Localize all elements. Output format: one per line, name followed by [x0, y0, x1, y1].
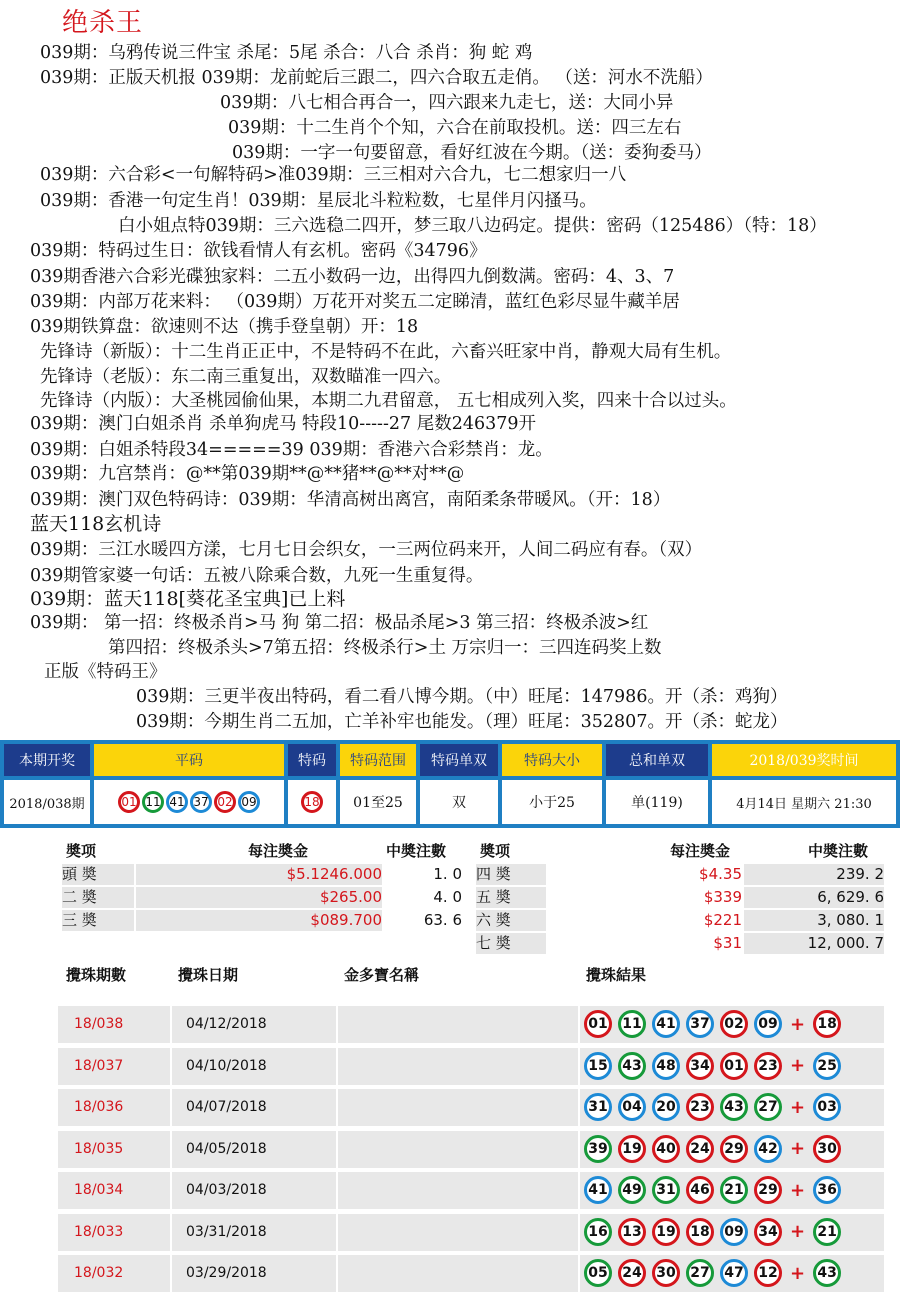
number-ball: 24: [618, 1259, 646, 1287]
text-line: 白小姐点特039期：三六选稳二四开，梦三取八边码定。提供：密码（125486）（特：18）: [118, 216, 827, 236]
header-special-number: 特码: [288, 744, 336, 776]
special-ball: 30: [813, 1135, 841, 1163]
prize-item: 三 奬: [62, 910, 134, 931]
number-ball: 02: [214, 791, 236, 813]
table-row: [58, 1048, 884, 1085]
prize-row: [476, 933, 886, 955]
draw-date: 04/05/2018: [186, 1140, 267, 1157]
number-ball: 20: [652, 1093, 680, 1121]
column-divider: [578, 1131, 580, 1168]
prize-count: 63. 6: [423, 911, 462, 929]
text-line: 039期：八七相合再合一，四六跟来九走七，送：大同小异: [220, 93, 674, 113]
draw-date: 04/07/2018: [186, 1099, 267, 1115]
draw-result-balls: [584, 1093, 847, 1121]
plus-icon: +: [790, 1013, 806, 1035]
plus-icon: +: [790, 1262, 806, 1284]
text-line: 第四招：终极杀头>7第五招：终极杀行>土 万宗归一：三四连码奖上数: [108, 638, 662, 658]
special-range: 01至25: [340, 780, 416, 824]
plus-icon: +: [790, 1096, 806, 1118]
prize-amount: $31: [713, 934, 742, 952]
prize-item: 頭 奬: [62, 864, 134, 885]
column-divider: [170, 1172, 172, 1209]
text-line: 先锋诗（老版）：东二南三重复出，双数瞄准一四六。: [40, 367, 452, 387]
prize-count-header-right: 中奬注數: [808, 842, 869, 860]
prize-item: 五 奬: [476, 887, 546, 908]
draw-period: 18/036: [74, 1099, 124, 1115]
header-normal-numbers: 平码: [94, 744, 284, 776]
column-divider: [336, 1172, 338, 1209]
draw-result-balls: [584, 1010, 847, 1038]
column-divider: [170, 1214, 172, 1251]
table-row: [58, 1255, 884, 1292]
column-divider: [336, 1255, 338, 1292]
text-line: 039期：香港一句定生肖！039期：星辰北斗粒粒数，七星伴月闪搔马。: [40, 191, 597, 211]
number-ball: 09: [238, 791, 260, 813]
number-ball: 23: [686, 1093, 714, 1121]
special-ball: 25: [813, 1052, 841, 1080]
draw-date: 03/31/2018: [186, 1223, 267, 1240]
number-ball: 19: [618, 1135, 646, 1163]
draw-period: 18/034: [74, 1182, 124, 1198]
prize-count: 1. 0: [433, 865, 462, 883]
table-row: [58, 1006, 884, 1043]
number-ball: 16: [584, 1218, 612, 1246]
number-ball: 47: [720, 1259, 748, 1287]
number-ball: 37: [190, 791, 212, 813]
header-special-size: 特码大小: [502, 744, 602, 776]
header-current-draw: 本期开奖: [4, 744, 90, 776]
plus-icon: +: [790, 1138, 806, 1159]
column-divider: [578, 1214, 580, 1251]
text-line: 039期管家婆一句话：五被八除乘合数，九死一生重复得。: [30, 566, 484, 586]
column-divider: [336, 1214, 338, 1251]
text-line: 039期：一字一句要留意，看好红波在今期。（送：委狗委马）: [232, 143, 712, 163]
number-ball: 46: [686, 1176, 714, 1204]
plus-icon: +: [790, 1055, 806, 1076]
number-ball: 21: [720, 1176, 748, 1204]
number-ball: 43: [618, 1052, 646, 1080]
prize-item: 六 奬: [476, 910, 546, 931]
number-ball: 43: [720, 1093, 748, 1121]
column-divider: [578, 1172, 580, 1209]
number-ball: 42: [754, 1135, 782, 1163]
draw-period: 18/035: [74, 1140, 124, 1157]
text-line: 039期：特码过生日：欲钱看情人有玄机。密码《34796》: [30, 241, 487, 261]
number-ball: 31: [584, 1093, 612, 1121]
special-ball: 36: [813, 1176, 841, 1204]
header-special-range: 特码范围: [340, 744, 416, 776]
special-ball: 21: [813, 1218, 841, 1246]
number-ball: 18: [686, 1218, 714, 1246]
text-line: 039期：正版天机报 039期：龙前蛇后三跟二，四六合取五走俏。 （送：河水不洗船）: [40, 68, 713, 88]
text-line: 先锋诗（新版）：十二生肖正正中，不是特码不在此，六畜兴旺家中肖，静观大局有生机。: [40, 342, 732, 362]
special-ball: 43: [813, 1259, 841, 1287]
current-period: 2018/038期: [4, 780, 90, 824]
prize-item-header-right: 奬项: [480, 842, 511, 860]
number-ball: 02: [720, 1010, 748, 1038]
number-ball: 11: [618, 1010, 646, 1038]
text-line: 039期：六合彩<一句解特码>准039期：三三相对六合九，七二想家归一八: [40, 165, 627, 185]
prize-count-header-left: 中奬注數: [386, 842, 447, 860]
number-ball: 09: [720, 1218, 748, 1246]
number-ball: 04: [618, 1093, 646, 1121]
prize-count: 3, 080. 1: [744, 910, 884, 931]
column-divider: [336, 1048, 338, 1085]
prize-amount: $4.35: [699, 865, 742, 883]
prize-item: 四 奬: [476, 864, 546, 885]
prize-count: 239. 2: [744, 864, 884, 885]
header-sum-odd-even: 总和单双: [606, 744, 708, 776]
column-divider: [578, 1255, 580, 1292]
prize-count: 4. 0: [433, 888, 462, 906]
sum-odd-even: 单(119): [606, 780, 708, 824]
table-row: [58, 1089, 884, 1126]
column-divider: [578, 1089, 580, 1126]
number-ball: 24: [686, 1135, 714, 1163]
prize-amount-header-right: 每注奬金: [670, 842, 731, 860]
column-divider: [336, 1131, 338, 1168]
prize-amount: $221: [703, 911, 742, 929]
text-line: 039期：三更半夜出特码，看二看八博今期。（中）旺尾：147986。开（杀：鸡狗）: [136, 687, 788, 707]
number-ball: 29: [720, 1135, 748, 1163]
number-ball: 01: [118, 791, 140, 813]
text-line: 039期：十二生肖个个知，六合在前取投机。送：四三左右: [228, 118, 682, 138]
prize-amount: $089.700: [136, 910, 382, 931]
number-ball: 01: [584, 1010, 612, 1038]
table-row: [58, 1172, 884, 1209]
draw-date: 04/03/2018: [186, 1182, 267, 1198]
draw-period-header: 攪珠期數: [66, 966, 127, 984]
number-ball: 12: [754, 1259, 782, 1287]
draw-period: 18/033: [74, 1223, 124, 1240]
prize-count: 6, 629. 6: [744, 887, 884, 908]
jackpot-name-header: 金多寶名稱: [344, 966, 420, 984]
number-ball: 29: [754, 1176, 782, 1204]
normal-numbers: [94, 780, 284, 824]
number-ball: 19: [652, 1218, 680, 1246]
column-divider: [170, 1089, 172, 1126]
table-row: [58, 1131, 884, 1168]
number-ball: 15: [584, 1052, 612, 1080]
header-special-odd-even: 特码单双: [420, 744, 498, 776]
column-divider: [170, 1255, 172, 1292]
number-ball: 31: [652, 1176, 680, 1204]
special-number: [288, 780, 336, 824]
number-ball: 49: [618, 1176, 646, 1204]
text-line: 039期：今期生肖二五加，亡羊补牢也能发。（理）旺尾：352807。开（杀：蛇龙）: [136, 712, 788, 732]
text-line: 039期：九宫禁肖：@**第039期**@**猪**@**对**@: [30, 464, 465, 484]
number-ball: 09: [754, 1010, 782, 1038]
prize-row: [62, 864, 462, 886]
plus-icon: +: [790, 1179, 806, 1201]
text-line: 039期：澳门白姐杀肖 杀单狗虎马 特段10-----27 尾数246379开: [30, 414, 536, 434]
prize-item: 二 奬: [62, 887, 134, 908]
number-ball: 34: [686, 1052, 714, 1080]
draw-result-balls: [584, 1218, 847, 1246]
number-ball: 30: [652, 1259, 680, 1287]
header-next-draw-time: 2018/039奖时间: [712, 744, 896, 776]
text-line: 039期香港六合彩光碟独家料：二五小数码一边，出得四九倒数满。密码：4、3、7: [30, 267, 675, 287]
number-ball: 27: [754, 1093, 782, 1121]
prize-row: [476, 910, 886, 932]
prize-amount: $5.1246.000: [136, 864, 382, 885]
prize-amount: $339: [703, 888, 742, 906]
draw-date: 04/10/2018: [186, 1057, 267, 1074]
draw-date: 04/12/2018: [186, 1016, 267, 1032]
special-size: 小于25: [502, 780, 602, 824]
prize-item-header-left: 奬项: [66, 842, 97, 860]
number-ball: 05: [584, 1259, 612, 1287]
prize-row: [62, 887, 462, 909]
draw-result-balls: [584, 1135, 847, 1163]
number-ball: 39: [584, 1135, 612, 1163]
prize-row: [62, 910, 462, 932]
text-line: 039期：内部万花来料： （039期）万花开对奖五二定睇清，蓝红色彩尽显牛藏羊居: [30, 292, 680, 312]
prize-item: 七 奬: [476, 933, 546, 954]
draw-period: 18/038: [74, 1016, 124, 1032]
number-ball: 41: [584, 1176, 612, 1204]
draw-date-header: 攪珠日期: [178, 966, 239, 984]
draw-result-header: 攪珠結果: [586, 966, 647, 984]
prize-amount-header-left: 每注奬金: [248, 842, 309, 860]
column-divider: [336, 1006, 338, 1043]
number-ball: 48: [652, 1052, 680, 1080]
page-title: 绝杀王: [62, 8, 144, 38]
number-ball: 23: [754, 1052, 782, 1080]
text-line: 先锋诗（内版）：大圣桃园偷仙果，本期二九君留意， 五七相成列入奖，四来十合以过头。: [40, 391, 737, 411]
special-ball: 18: [301, 791, 323, 813]
number-ball: 37: [686, 1010, 714, 1038]
special-ball: 18: [813, 1010, 841, 1038]
plus-icon: +: [790, 1221, 806, 1242]
text-line: 039期：澳门双色特码诗：039期：华清高树出离宫，南陌柔条带暖风。（开：18）: [30, 490, 671, 510]
text-line: 039期：三江水暖四方漾，七月七日会织女，一三两位码来开，人间二码应有春。（双）: [30, 540, 703, 560]
special-odd-even: 双: [420, 780, 498, 824]
prize-row: [476, 887, 886, 909]
draw-period: 18/037: [74, 1057, 124, 1074]
special-ball: 03: [813, 1093, 841, 1121]
text-line: 039期铁算盘：欲速则不达（携手登皇朝）开：18: [30, 317, 419, 337]
text-line: 正版《特码王》: [44, 662, 167, 682]
text-line: 039期：蓝天118[葵花圣宝典]已上料: [30, 588, 346, 610]
number-ball: 41: [166, 791, 188, 813]
table-row: [58, 1214, 884, 1251]
number-ball: 11: [142, 791, 164, 813]
column-divider: [336, 1089, 338, 1126]
text-line: 蓝天118玄机诗: [30, 513, 162, 535]
number-ball: 01: [720, 1052, 748, 1080]
column-divider: [170, 1006, 172, 1043]
text-line: 039期：乌鸦传说三件宝 杀尾：5尾 杀合：八合 杀肖：狗 蛇 鸡: [40, 43, 533, 63]
draw-result-balls: [584, 1259, 847, 1287]
draw-result-balls: [584, 1052, 847, 1080]
prize-amount: $265.00: [136, 887, 382, 908]
result-table: [0, 740, 900, 828]
draw-period: 18/032: [74, 1265, 124, 1281]
draw-date: 03/29/2018: [186, 1265, 267, 1281]
text-line: 039期：白姐杀特段34=====39 039期：香港六合彩禁肖：龙。: [30, 440, 553, 460]
number-ball: 41: [652, 1010, 680, 1038]
draw-result-balls: [584, 1176, 847, 1204]
number-ball: 27: [686, 1259, 714, 1287]
column-divider: [170, 1131, 172, 1168]
next-draw-time: 4月14日 星期六 21:30: [712, 780, 896, 824]
prize-row: [476, 864, 886, 886]
column-divider: [170, 1048, 172, 1085]
number-ball: 13: [618, 1218, 646, 1246]
prize-count: 12, 000. 7: [744, 933, 884, 954]
column-divider: [578, 1048, 580, 1085]
number-ball: 40: [652, 1135, 680, 1163]
number-ball: 34: [754, 1218, 782, 1246]
column-divider: [578, 1006, 580, 1043]
text-line: 039期： 第一招：终极杀肖>马 狗 第二招：极品杀尾>3 第三招：终极杀波>红: [30, 613, 649, 633]
